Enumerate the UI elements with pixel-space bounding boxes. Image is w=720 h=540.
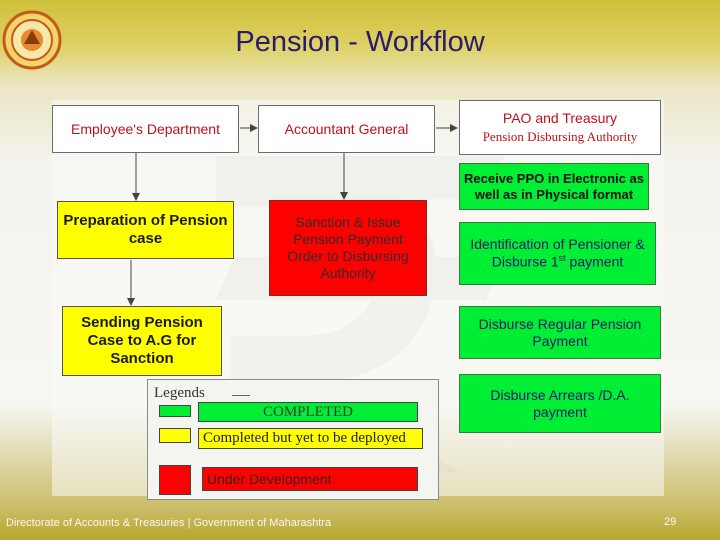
disburse-arrears-step-box: [459, 374, 661, 433]
accountant-general-label: Accountant General: [284, 120, 409, 137]
preparation-step-box: [57, 201, 234, 259]
sending-step-box: [62, 306, 222, 376]
legend-swatch-completed-not-deployed: [159, 428, 191, 443]
legend-label-completed-not-deployed-box: [198, 428, 423, 449]
legend: [147, 379, 439, 500]
accountant-general-box: [258, 105, 435, 153]
disburse-regular-step-box: [459, 306, 661, 359]
identification-step-sup: st: [558, 253, 566, 264]
page-title: Pension - Workflow: [235, 26, 485, 58]
legend-label-completed-not-deployed: Completed but yet to be deployed: [203, 430, 406, 446]
legend-swatch-under-development: [159, 465, 191, 495]
legend-label-completed-box: [198, 402, 418, 422]
legend-label-under-development-box: [202, 467, 418, 491]
receive-ppo-step-box: [459, 163, 649, 210]
preparation-step-label: Preparation of Pension case: [63, 212, 228, 247]
sanction-step-box: [269, 200, 427, 296]
employee-department-label: Employee's Department: [71, 120, 220, 137]
page-number: 29: [664, 516, 677, 528]
sanction-step-label: Sanction & Issue Pension Payment Order to Disbursing Authority: [287, 214, 409, 281]
legend-swatch-completed: [159, 405, 191, 417]
pao-treasury-box: [459, 100, 661, 155]
receive-ppo-step-label: Receive PPO in Electronic as well as in Physical format: [464, 170, 644, 202]
legend-label-under-development: Under Development: [207, 471, 332, 487]
legend-label-completed: COMPLETED: [263, 403, 353, 420]
legend-title: Legends: [154, 385, 205, 401]
identification-step-box: [459, 222, 656, 285]
sending-step-label: Sending Pension Case to A.G for Sanction: [81, 314, 203, 367]
disburse-arrears-step-label: Disburse Arrears /D.A. payment: [490, 386, 630, 420]
disburse-regular-step-label: Disburse Regular Pension Payment: [478, 315, 642, 349]
employee-department-box: [52, 105, 239, 153]
footer-text: Directorate of Accounts & Treasuries | Government of Maharashtra: [6, 517, 332, 529]
identification-step-label: Identification of Pensioner & Disburse 1st payment: [470, 236, 645, 270]
pao-treasury-label: PAO and Treasury: [502, 110, 618, 127]
pension-disbursing-authority-label: Pension Disbursing Authority: [482, 129, 638, 145]
legend-title-rule: [232, 395, 250, 396]
